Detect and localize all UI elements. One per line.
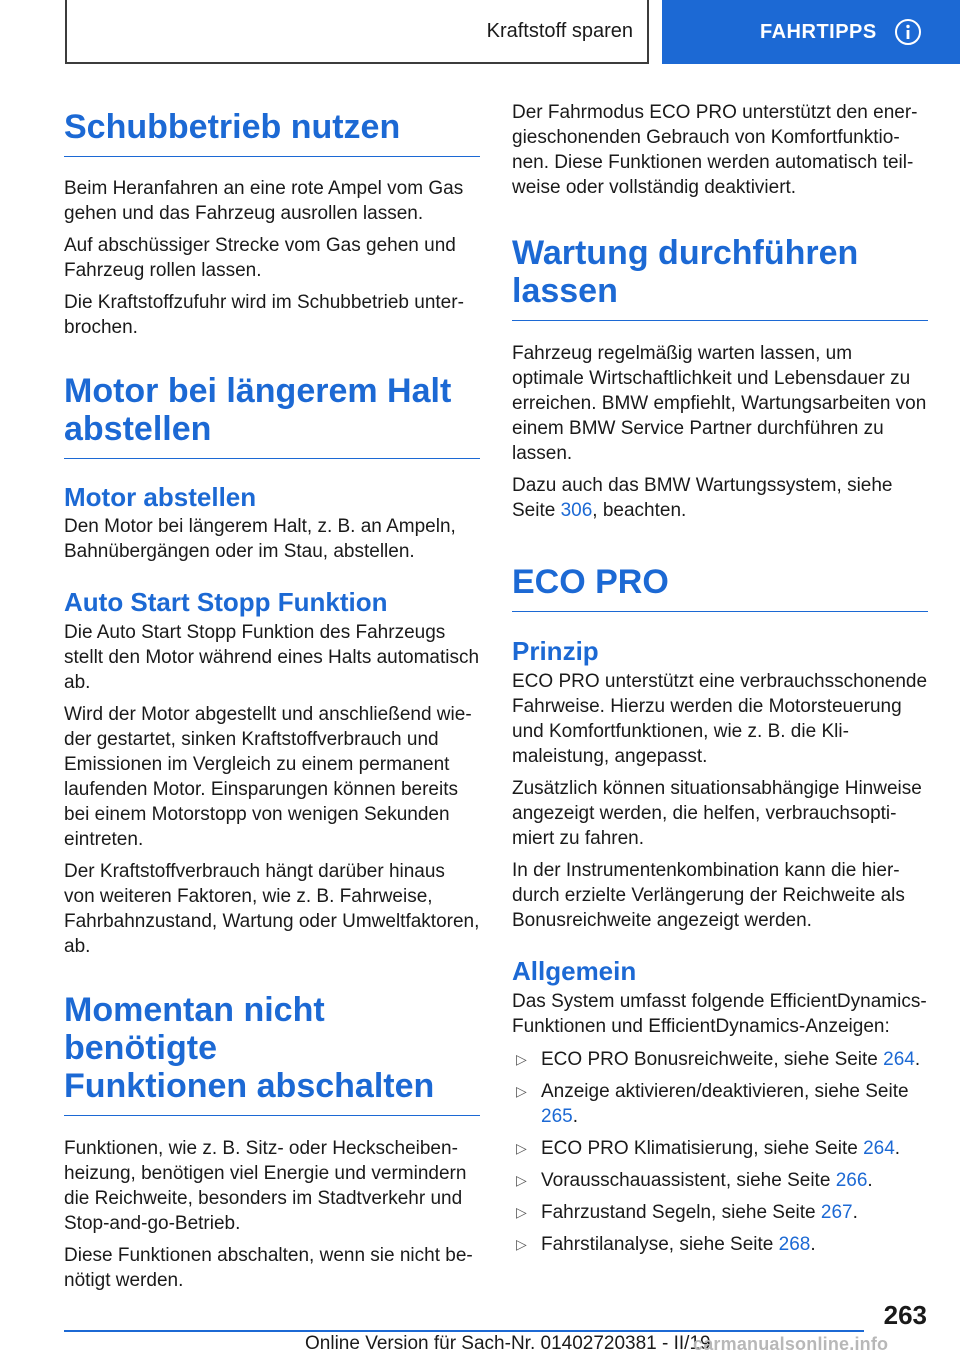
paragraph: In der Instrumentenkombination kann die hierdurch erzielte Verlängerung der Reichweite als Bonusreichweite angezeigt werden. xyxy=(512,860,905,931)
heading-line: Wartung durchführen xyxy=(512,234,859,272)
page-link[interactable]: 265 xyxy=(541,1106,573,1127)
text: Dazu auch das BMW Wartungssystem, siehe Seite xyxy=(512,475,893,521)
paragraph: Zusätzlich können situationsabhängige Hinweise angezeigt werden, die helfen, verbrauchsoptimiert zu fahren. xyxy=(512,778,922,849)
right-column xyxy=(512,94,928,1257)
subheading-auto-start-stopp: Auto Start Stopp Funktion xyxy=(64,587,388,617)
list-item xyxy=(512,1079,928,1129)
paragraph: Die Auto Start Stopp Funktion des Fahrzeugs stellt den Motor während eines Halts automatisch ab. xyxy=(64,622,480,693)
heading-line: Momentan nicht benötigte xyxy=(64,991,325,1067)
page-link[interactable]: 306 xyxy=(560,500,593,521)
page-link[interactable]: 267 xyxy=(820,1202,853,1223)
list-item xyxy=(512,1232,928,1257)
paragraph: Den Motor bei längerem Halt, z. B. an Ampeln, Bahnübergängen oder im Stau, abstellen. xyxy=(64,516,456,562)
heading-line: abstellen xyxy=(64,410,212,448)
heading-eco-pro: ECO PRO xyxy=(512,563,928,612)
header-section-tab xyxy=(65,0,649,64)
footer-online-version: Online Version für Sach-Nr. 01402720381 - II/19 xyxy=(305,1333,711,1354)
page-link[interactable]: 264 xyxy=(863,1138,895,1159)
watermark: carmanualsonline.info xyxy=(693,1334,889,1354)
info-icon xyxy=(894,18,922,46)
heading-line: Funktionen abschalten xyxy=(64,1067,435,1105)
list-item-text: Vorausschauassistent, siehe Seite xyxy=(541,1170,836,1191)
paragraph: Funktionen, wie z. B. Sitz- oder Heckscheibenheizung, benötigen viel Energie und vermindern die Reichweite, besonders im Stadtverkehr und Stop-and-go-Betrieb. xyxy=(64,1138,467,1234)
paragraph: Wird der Motor abgestellt und anschließend wieder gestartet, sinken Kraftstoffverbrauch und Emissionen im Vergleich zu einem permanent laufenden Motor. Einsparungen können bereits bei einem Motorstopp von wenigen Sekunden eintreten. xyxy=(64,704,472,850)
triangle-bullet-icon: ▷ xyxy=(516,1051,527,1067)
page-link[interactable]: 266 xyxy=(835,1170,868,1191)
paragraph: Auf abschüssiger Strecke vom Gas gehen und Fahrzeug rollen lassen. xyxy=(64,235,456,281)
paragraph: Fahrzeug regelmäßig warten lassen, um optimale Wirtschaftlichkeit und Lebensdauer zu erreichen. BMW empfiehlt, Wartungsarbeiten von einem BMW Service Partner durchführen zu lassen. xyxy=(512,343,927,464)
page-number: 263 xyxy=(883,1300,927,1330)
list-item xyxy=(512,1136,928,1161)
paragraph: Die Kraftstoffzufuhr wird im Schubbetrieb unterbrochen. xyxy=(64,292,464,338)
heading-wartung xyxy=(512,234,928,321)
paragraph: Diese Funktionen abschalten, wenn sie nicht benötigt werden. xyxy=(64,1245,473,1291)
subheading-allgemein: Allgemein xyxy=(512,956,637,986)
triangle-bullet-icon: ▷ xyxy=(516,1172,527,1188)
subheading-prinzip: Prinzip xyxy=(512,636,599,666)
page-link[interactable]: 268 xyxy=(778,1234,811,1255)
list-item-end: . xyxy=(852,1202,858,1223)
paragraph: Der Kraftstoffverbrauch hängt darüber hinaus von weiteren Faktoren, wie z. B. Fahrweise, Fahrbahnzustand, Wartung oder Umweltfaktoren, ab. xyxy=(64,861,480,957)
triangle-bullet-icon: ▷ xyxy=(516,1204,527,1220)
function-list xyxy=(512,1047,928,1257)
heading-motor-halt xyxy=(64,372,480,459)
header-section-title: Kraftstoff sparen xyxy=(486,19,633,42)
list-item-text: Fahrzustand Segeln, siehe Seite xyxy=(541,1202,821,1223)
subheading-motor-abstellen: Motor abstellen xyxy=(64,482,257,512)
list-item-end: . xyxy=(914,1049,921,1070)
list-item xyxy=(512,1047,928,1072)
list-item xyxy=(512,1200,928,1225)
paragraph: Der Fahrmodus ECO PRO unterstützt den energieschonenden Gebrauch von Komfortfunktionen. Diese Funktionen werden automatisch teilweise oder vollständig deaktiviert. xyxy=(512,102,918,198)
paragraph: Beim Heranfahren an eine rote Ampel vom Gas gehen und das Fahrzeug ausrollen lassen. xyxy=(64,178,464,224)
left-column xyxy=(64,94,480,1293)
list-item-end: . xyxy=(810,1234,816,1255)
list-item xyxy=(512,1168,928,1193)
heading-momentan xyxy=(64,991,480,1116)
triangle-bullet-icon: ▷ xyxy=(516,1083,527,1099)
paragraph xyxy=(512,473,928,523)
paragraph: Das System umfasst folgende EfficientDynamics-Funktionen und EfficientDynamics-Anzeigen: xyxy=(512,991,927,1037)
page-link[interactable]: 264 xyxy=(883,1049,915,1070)
triangle-bullet-icon: ▷ xyxy=(516,1140,527,1156)
triangle-bullet-icon: ▷ xyxy=(516,1236,527,1252)
header-chapter-title: FAHRTIPPS xyxy=(760,20,877,43)
list-item-end: . xyxy=(894,1138,901,1159)
paragraph: ECO PRO unterstützt eine verbrauchsschonende Fahrweise. Hierzu werden die Motorsteuerung und Komfortfunktionen, wie z. B. die Klimaleistung, angepasst. xyxy=(512,671,928,767)
heading-schubbetrieb: Schubbetrieb nutzen xyxy=(64,108,480,157)
heading-line: Motor bei längerem Halt xyxy=(64,372,452,410)
text: , beachten. xyxy=(592,500,687,521)
list-item-end: . xyxy=(867,1170,873,1191)
list-item-text: ECO PRO Klimatisierung, siehe Seite xyxy=(541,1138,864,1159)
list-item-text: Fahrstilanalyse, siehe Seite xyxy=(541,1234,779,1255)
list-item-text: Anzeige aktivieren/deaktivieren, siehe Seite xyxy=(541,1081,909,1102)
header-chapter-tab xyxy=(662,0,960,64)
list-item-end: . xyxy=(572,1106,578,1127)
list-item-text: ECO PRO Bonusreichweite, siehe Seite xyxy=(541,1049,884,1070)
heading-line: lassen xyxy=(512,272,618,310)
footer-divider xyxy=(64,1330,864,1332)
